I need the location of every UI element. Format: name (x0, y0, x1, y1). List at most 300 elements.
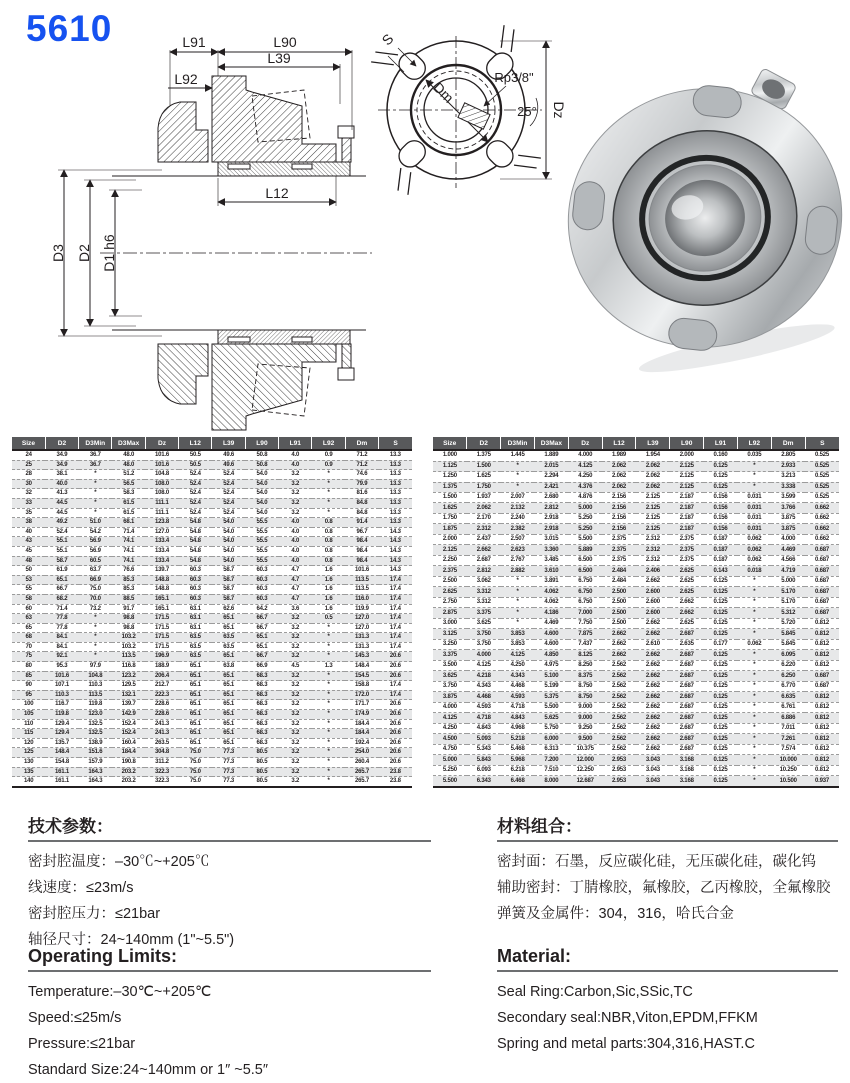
table-cell: 2.662 (636, 650, 670, 660)
table-cell: 2.375 (602, 545, 636, 555)
table-cell: 2.562 (602, 681, 636, 691)
dim-label-l90: L90 (273, 34, 297, 50)
table-cell: 5.625 (534, 713, 568, 723)
table-cell: 5.968 (501, 755, 535, 765)
table-cell: 61.5 (112, 508, 145, 518)
table-cell: 0.812 (805, 629, 839, 639)
table-cell: 228.6 (145, 700, 178, 710)
table-cell: 3.485 (534, 555, 568, 565)
table-cell: 119.9 (345, 604, 378, 614)
table-cell: 8.125 (568, 650, 602, 660)
table-cell: 2.662 (602, 629, 636, 639)
table-cell: 148.4 (45, 748, 78, 758)
table-cell: 103.2 (112, 633, 145, 643)
table-cell: 0.687 (805, 576, 839, 586)
table-cell: 2.953 (602, 755, 636, 765)
table-cell: 63.5 (212, 642, 245, 652)
table-cell: 2.662 (636, 744, 670, 754)
column-header: L90 (245, 437, 278, 450)
table-cell: 54.0 (245, 498, 278, 508)
dim-label-dm: Dm (430, 79, 457, 106)
table-cell: 65.1 (179, 710, 212, 720)
table-cell: 52.4 (179, 470, 212, 480)
table-cell: 14.3 (379, 537, 412, 547)
table-cell: 3.250 (433, 639, 467, 649)
table-cell: 3.168 (670, 755, 704, 765)
table-cell: 65.1 (212, 681, 245, 691)
section-body (497, 979, 838, 1057)
table-cell: 5.170 (771, 597, 805, 607)
table-cell: 1.989 (602, 450, 636, 461)
table-cell: 3.2 (279, 671, 312, 681)
table-cell: * (312, 633, 345, 643)
table-cell: 38 (12, 518, 45, 528)
table-cell: 7.200 (534, 755, 568, 765)
table-cell: 2.687 (670, 629, 704, 639)
table-cell: 0.687 (805, 545, 839, 555)
table-row (433, 482, 839, 492)
table-cell: 254.0 (345, 748, 378, 758)
table-cell: 0.812 (805, 660, 839, 670)
table-cell: 127.0 (145, 527, 178, 537)
table-cell: 110.3 (45, 690, 78, 700)
table-cell: 2.125 (636, 524, 670, 534)
table-cell: * (501, 576, 535, 586)
spec-line: Pressure:≤21bar (28, 1036, 136, 1052)
table-cell: 52.4 (45, 527, 78, 537)
table-cell: 10.000 (771, 755, 805, 765)
table-cell: 105 (12, 710, 45, 720)
table-cell: 7.000 (568, 608, 602, 618)
table-cell: 6.218 (501, 765, 535, 775)
table-cell: 52.4 (212, 489, 245, 499)
table-cell: 101.6 (45, 671, 78, 681)
table-row (12, 546, 412, 556)
table-cell: 52.4 (179, 498, 212, 508)
table-cell: 85 (12, 671, 45, 681)
table-cell: 54.8 (179, 527, 212, 537)
table-cell: 4.719 (771, 566, 805, 576)
table-cell: * (79, 479, 112, 489)
table-cell: * (312, 767, 345, 777)
table-cell: 4.0 (279, 518, 312, 528)
table-cell: 54.8 (179, 537, 212, 547)
table-row (12, 633, 412, 643)
table-cell: 0.125 (704, 723, 738, 733)
table-cell: 66.7 (245, 623, 278, 633)
table-row (12, 479, 412, 489)
table-cell: 70 (12, 642, 45, 652)
table-cell: 13.3 (379, 489, 412, 499)
table-row (12, 662, 412, 672)
table-cell: 3.2 (279, 690, 312, 700)
table-cell: 2.062 (602, 472, 636, 482)
table-cell: 55.1 (45, 546, 78, 556)
table-cell: 5.889 (568, 545, 602, 555)
table-cell: * (79, 642, 112, 652)
table-cell: 6.770 (771, 681, 805, 691)
table-cell: 130 (12, 758, 45, 768)
table-cell: 54.2 (79, 527, 112, 537)
table-cell: 61.5 (112, 498, 145, 508)
table-cell: 129.4 (45, 719, 78, 729)
table-cell: 0.062 (737, 545, 771, 555)
table-cell: 7.750 (568, 618, 602, 628)
table-cell: * (312, 738, 345, 748)
table-cell: 132.5 (79, 719, 112, 729)
table-cell: 0.125 (704, 681, 738, 691)
table-cell: 1.937 (467, 492, 501, 502)
table-cell: 17.4 (379, 585, 412, 595)
table-cell: 7.011 (771, 723, 805, 733)
table-cell: 5.000 (568, 503, 602, 513)
table-cell: 108.0 (145, 489, 178, 499)
table-cell: 8.000 (534, 776, 568, 787)
table-cell: 2.250 (433, 555, 467, 565)
table-cell: 2.062 (636, 482, 670, 492)
table-cell: 74.1 (112, 546, 145, 556)
table-cell: 0.125 (704, 755, 738, 765)
dim-label-l92: L92 (174, 71, 198, 87)
table-cell: 4.500 (433, 734, 467, 744)
table-cell: 13.3 (379, 470, 412, 480)
table-cell: 4.062 (534, 587, 568, 597)
table-cell: * (312, 489, 345, 499)
table-cell: 3.2 (279, 508, 312, 518)
table-row (433, 461, 839, 471)
table-cell: 2.562 (602, 713, 636, 723)
table-cell: 2.625 (670, 566, 704, 576)
table-cell: 65.1 (212, 614, 245, 624)
table-cell: 77.3 (212, 748, 245, 758)
table-row (12, 738, 412, 748)
table-cell: 4.843 (501, 713, 535, 723)
table-cell: 66.7 (45, 585, 78, 595)
table-cell: 160.4 (112, 738, 145, 748)
table-cell: 4.5 (279, 662, 312, 672)
table-cell: 4.0 (279, 460, 312, 470)
table-cell: 2.662 (636, 713, 670, 723)
table-cell: 133.4 (145, 546, 178, 556)
table-cell: 0.125 (704, 608, 738, 618)
table-cell: 54.0 (212, 518, 245, 528)
table-cell: 0.812 (805, 723, 839, 733)
spec-line: Secondary seal:NBR,Viton,EPDM,FFKM (497, 1010, 758, 1026)
table-cell: 3.2 (279, 748, 312, 758)
table-cell: * (737, 650, 771, 660)
table-cell: 68.3 (245, 738, 278, 748)
table-cell: 55.5 (245, 537, 278, 547)
table-cell: 0.125 (704, 576, 738, 586)
table-cell: 5.845 (771, 639, 805, 649)
table-cell: 65.1 (179, 690, 212, 700)
table-cell: 4.125 (433, 713, 467, 723)
table-cell: 0.125 (704, 765, 738, 775)
table-cell: 75.0 (179, 758, 212, 768)
table-cell: * (79, 623, 112, 633)
table-cell: 12.687 (568, 776, 602, 787)
table-cell: 2.156 (602, 492, 636, 502)
table-cell: 0.156 (704, 503, 738, 513)
table-cell: 77.3 (223, 778, 235, 785)
table-cell: 44.5 (45, 508, 78, 518)
table-cell: 100 (12, 700, 45, 710)
table-cell: 2.662 (602, 639, 636, 649)
table-cell: 2.437 (467, 534, 501, 544)
table-cell: 8.750 (568, 692, 602, 702)
table-cell: 2.312 (636, 555, 670, 565)
table-cell: 13.3 (379, 460, 412, 470)
table-cell: 54.0 (212, 537, 245, 547)
table-row (433, 524, 839, 534)
table-cell: 113.5 (112, 652, 145, 662)
table-cell: 2.562 (602, 692, 636, 702)
table-cell: 2.687 (670, 671, 704, 681)
table-cell: * (501, 472, 535, 482)
table-cell: 84.8 (345, 498, 378, 508)
table-cell: 4.468 (467, 692, 501, 702)
table-cell: * (737, 734, 771, 744)
table-cell: 63.5 (179, 652, 212, 662)
table-cell: 2.062 (602, 461, 636, 471)
spec-line: Temperature:–30℃~+205℃ (28, 984, 212, 1000)
table-cell: 77.3 (212, 767, 245, 777)
table-cell: 1.3 (312, 662, 345, 672)
table-cell: 1.000 (433, 450, 467, 461)
table-cell: 4.7 (279, 585, 312, 595)
table-cell: 2.312 (636, 545, 670, 555)
table-cell: 65.1 (212, 652, 245, 662)
column-header: L39 (636, 437, 670, 450)
table-cell: 3.625 (433, 671, 467, 681)
table-cell: 0.031 (737, 524, 771, 534)
table-cell: 54.0 (212, 527, 245, 537)
table-cell: 80.5 (245, 748, 278, 758)
table-cell: 0.062 (737, 555, 771, 565)
table-row (433, 713, 839, 723)
table-cell: 4.469 (534, 618, 568, 628)
table-cell: 172.0 (345, 690, 378, 700)
column-header: D2 (45, 437, 78, 450)
table-cell: 0.8 (312, 527, 345, 537)
table-cell: 3.000 (433, 618, 467, 628)
table-cell: 2.562 (602, 671, 636, 681)
table-cell: 2.156 (602, 524, 636, 534)
table-cell: 63.7 (79, 566, 112, 576)
table-cell: 30 (12, 479, 45, 489)
table-cell: 4.125 (467, 660, 501, 670)
table-cell: 54.0 (245, 508, 278, 518)
table-cell: 4.7 (279, 575, 312, 585)
table-cell: 60.3 (245, 575, 278, 585)
table-cell: * (737, 629, 771, 639)
table-cell: 65.1 (212, 671, 245, 681)
table-cell: 212.7 (145, 681, 178, 691)
table-cell: 0.8 (312, 556, 345, 566)
table-cell: 55.1 (45, 537, 78, 547)
table-row (12, 690, 412, 700)
table-cell: 0.687 (805, 671, 839, 681)
table-cell: 110.3 (79, 681, 112, 691)
table-cell: 20.6 (379, 729, 412, 739)
table-cell: 133.4 (145, 556, 178, 566)
table-cell: 2.500 (602, 608, 636, 618)
table-cell: 2.687 (467, 555, 501, 565)
table-row (433, 555, 839, 565)
table-cell: 58.7 (212, 575, 245, 585)
table-cell: 0.812 (805, 765, 839, 775)
table-cell: 4.0 (279, 527, 312, 537)
table-cell: 6.750 (568, 587, 602, 597)
table-cell: 241.3 (145, 719, 178, 729)
table-cell: 2.680 (534, 492, 568, 502)
table-cell: 2.625 (670, 618, 704, 628)
table-cell: 97.9 (79, 662, 112, 672)
table-cell: 148.4 (345, 662, 378, 672)
table-cell: 3.853 (501, 629, 535, 639)
table-cell: 0.031 (737, 492, 771, 502)
table-cell: 3.043 (636, 776, 670, 787)
table-cell: 17.4 (379, 681, 412, 691)
table-row (12, 566, 412, 576)
table-cell: 2.294 (534, 472, 568, 482)
table-cell: 2.662 (670, 597, 704, 607)
spec-line: 线速度：≤23m/s (28, 880, 134, 896)
table-row (433, 671, 839, 681)
table-row (12, 450, 412, 460)
table-cell: 54.0 (212, 556, 245, 566)
table-cell: 55.5 (245, 546, 278, 556)
table-cell: 5.100 (534, 671, 568, 681)
table-cell: 5.093 (467, 734, 501, 744)
table-cell: 13.3 (379, 498, 412, 508)
table-cell: 2.062 (636, 461, 670, 471)
table-row (12, 758, 412, 768)
table-cell: 0.125 (704, 702, 738, 712)
table-cell: 85.3 (112, 575, 145, 585)
table-cell: 3.2 (279, 767, 312, 777)
column-header: D3Min (501, 437, 535, 450)
table-cell: 6.313 (534, 744, 568, 754)
table-row (433, 450, 839, 461)
table-cell: 65.1 (245, 642, 278, 652)
table-cell: 2.156 (602, 503, 636, 513)
table-cell: 116.8 (112, 662, 145, 672)
table-cell: 20.6 (379, 662, 412, 672)
table-cell: 40 (12, 527, 45, 537)
table-cell: 20.6 (379, 671, 412, 681)
table-cell: 123.0 (79, 710, 112, 720)
table-cell: 68.1 (112, 518, 145, 528)
table-cell: 55.5 (245, 556, 278, 566)
table-cell: 55 (12, 585, 45, 595)
table-cell: 58.7 (45, 556, 78, 566)
table-cell: 65.1 (245, 633, 278, 643)
table-cell: 203.2 (112, 767, 145, 777)
table-cell: 6.468 (501, 776, 535, 787)
table-cell: 71.2 (345, 460, 378, 470)
table-cell: 96.7 (345, 527, 378, 537)
table-cell: * (312, 719, 345, 729)
table-cell: 4.7 (279, 594, 312, 604)
table-cell: 74.1 (112, 537, 145, 547)
table-cell: 12.250 (568, 765, 602, 775)
table-cell: * (737, 618, 771, 628)
table-cell: 1.375 (467, 450, 501, 461)
section-material (497, 946, 838, 1057)
table-cell: 113.5 (345, 575, 378, 585)
table-cell: 5.000 (771, 576, 805, 586)
table-cell: 58.3 (112, 489, 145, 499)
table-cell: 2.125 (670, 461, 704, 471)
table-cell: 2.375 (670, 534, 704, 544)
table-cell: 0.018 (737, 566, 771, 576)
table-cell: 5.500 (534, 702, 568, 712)
table-cell: 5.250 (568, 513, 602, 523)
table-cell: 17.4 (379, 594, 412, 604)
section-body (28, 849, 431, 953)
table-cell: 133.4 (145, 537, 178, 547)
table-cell: 84.8 (345, 508, 378, 518)
table-cell: 52.4 (212, 508, 245, 518)
table-cell: 4.125 (568, 461, 602, 471)
table-row (12, 710, 412, 720)
table-cell: 1.445 (501, 450, 535, 461)
table-cell: * (737, 681, 771, 691)
table-cell: 24 (12, 450, 45, 460)
table-cell: * (501, 587, 535, 597)
table-cell: 0.125 (704, 597, 738, 607)
table-cell: 263.5 (145, 738, 178, 748)
table-cell: 4.250 (433, 723, 467, 733)
table-cell: 4.718 (501, 702, 535, 712)
table-cell: * (501, 597, 535, 607)
table-cell: 2.623 (501, 545, 535, 555)
table-cell: 54.0 (245, 470, 278, 480)
table-row (12, 748, 412, 758)
table-cell: 2.156 (602, 513, 636, 523)
table-cell: 14.3 (379, 546, 412, 556)
table-cell: 2.375 (670, 545, 704, 555)
table-cell: 65.1 (179, 700, 212, 710)
table-cell: 1.6 (312, 585, 345, 595)
table-cell: 0.125 (704, 618, 738, 628)
table-cell: 5.312 (771, 608, 805, 618)
table-cell: 0.812 (805, 713, 839, 723)
table-cell: 0.812 (805, 734, 839, 744)
table-cell: 71.2 (345, 450, 378, 460)
table-cell: 90 (12, 681, 45, 691)
section-material-combination-cn (497, 812, 838, 927)
table-cell: 1.6 (312, 566, 345, 576)
table-cell: 322.3 (145, 767, 178, 777)
table-cell: 3.599 (771, 492, 805, 502)
table-cell: 2.375 (670, 555, 704, 565)
table-cell: 0.187 (704, 555, 738, 565)
table-cell: 154.5 (345, 671, 378, 681)
table-cell: 2.187 (670, 492, 704, 502)
spec-line: 密封面：石墨，反应碳化硅，无压碳化硅，碳化钨 (497, 854, 816, 870)
table-cell: 3.375 (467, 608, 501, 618)
table-cell: 4.250 (568, 472, 602, 482)
table-cell: 0.8 (312, 518, 345, 528)
table-cell: 63.1 (179, 614, 212, 624)
table-cell: 101.6 (145, 460, 178, 470)
table-cell: 228.6 (145, 710, 178, 720)
table-cell: 52.4 (212, 470, 245, 480)
table-cell: * (737, 723, 771, 733)
table-cell: 2.062 (602, 482, 636, 492)
